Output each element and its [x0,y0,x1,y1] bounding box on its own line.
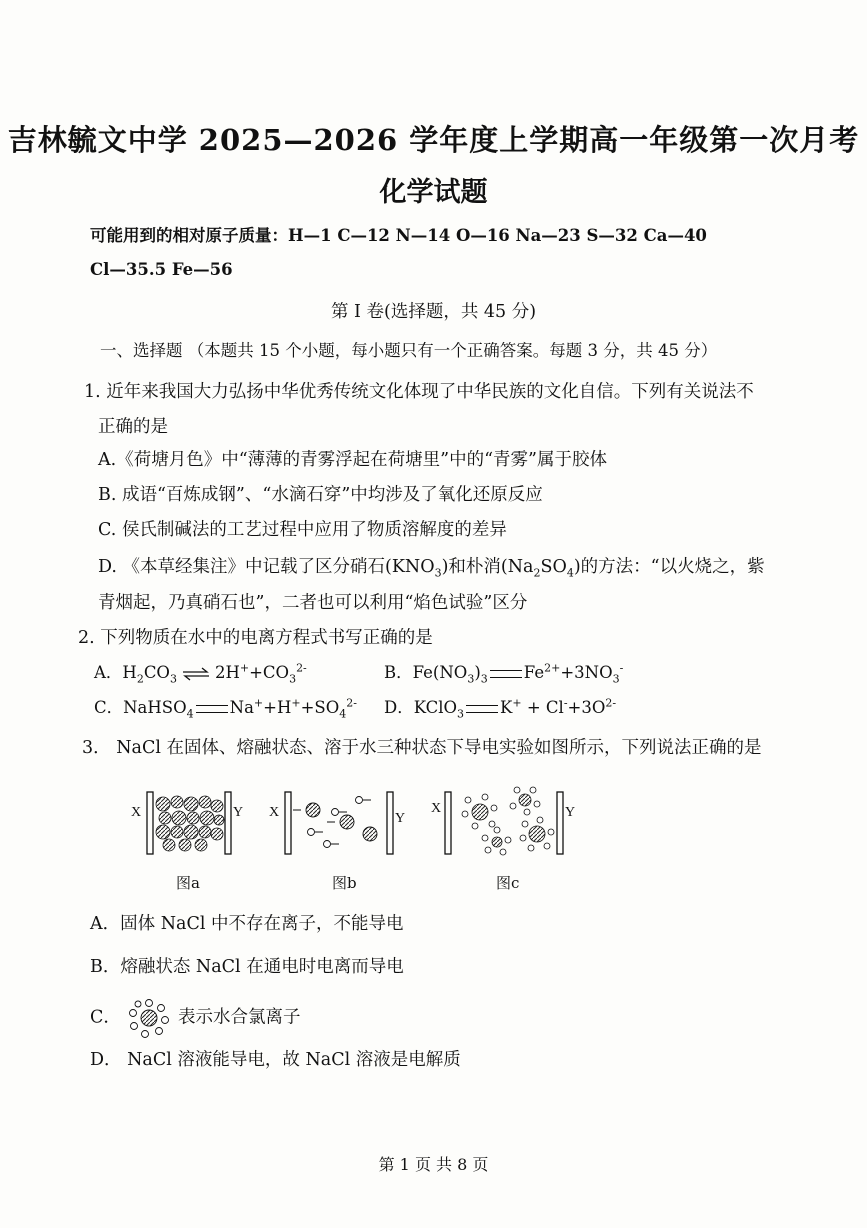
q1-option-a: A.《荷塘月色》中“薄薄的青雾浮起在荷塘里”中的“青雾”属于胶体 [98,450,607,470]
q3-stem: 3． NaCl 在固体、熔融状态、溶于水三种状态下导电实验如图所示，下列说法正确的是 [82,738,762,758]
fig-b-caption: 图b [332,874,357,892]
q1-option-b: B. 成语“百炼成钢”、“水滴石穿”中均涉及了氧化还原反应 [98,485,543,505]
fig-a-caption: 图a [176,874,200,892]
fig-a-y-label: Y [233,805,244,820]
atomic-masses-line2: Cl—35.5 Fe—56 [90,260,233,279]
fig-c-x-label: X [431,801,442,816]
exam-subtitle: 化学试题 [379,177,488,208]
figure-a-solid [147,792,231,854]
conductivity-figures [125,782,605,882]
fig-c-y-label: Y [565,805,576,820]
reversible-arrow-icon [181,667,211,681]
q2-stem: 2. 下列物质在水中的电离方程式书写正确的是 [78,628,433,648]
q2-option-b: B．$Fe(NO_3)_3$ $Fe^{2+}+3NO_3^-$ [384,661,624,686]
q1-option-d-line2: 青烟起，乃真硝石也”，二者也可以利用“焰色试验”区分 [98,593,528,613]
figure-b-molten [285,792,393,854]
figure-c-solution [445,787,563,855]
atomic-masses-line1: 可能用到的相对原子质量：H—1 C—12 N—14 O—16 Na—23 S—32 Ca—40 [90,226,707,245]
q2-option-d: D．KClO$_3$ $K^+ + Cl^-+3O^{2-}$ [384,696,617,721]
section-instructions: 一、选择题 （本题共 15 个小题，每小题只有一个正确答案。每题 3 分，共 45 分） [100,341,718,360]
fig-b-y-label: Y [395,811,406,826]
q1-option-d-line1: D. 《本草经集注》中记载了区分硝石$(KNO_3)$和朴消$(Na_2SO_4)$的方法：“以火烧之，紫 [98,557,765,580]
fig-b-x-label: X [269,805,280,820]
hydrated-ion-icon [126,998,172,1038]
section-title: 第 I 卷(选择题，共 45 分) [330,302,537,322]
q2-option-c: C．NaHSO$_4$ $Na^++H^++SO_4^{2-}$ [94,696,357,721]
q1-stem-line2: 正确的是 [98,417,168,437]
q3-option-a: A．固体 NaCl 中不存在离子，不能导电 [90,914,404,934]
q3-option-b: B．熔融状态 NaCl 在通电时电离而导电 [90,957,404,977]
q1-option-c: C. 侯氏制碱法的工艺过程中应用了物质溶解度的差异 [98,520,507,540]
q3-option-c: C． 表示水合氯离子 [90,998,301,1038]
q1-stem-line1: 1. 近年来我国大力弘扬中华优秀传统文化体现了中华民族的文化自信。下列有关说法不 [84,382,754,402]
page-footer: 第 1 页 共 8 页 [378,1155,489,1174]
fig-c-caption: 图c [496,874,520,892]
q3-option-d: D． NaCl 溶液能导电，故 NaCl 溶液是电解质 [90,1050,461,1070]
fig-a-x-label: X [131,805,142,820]
exam-title: 吉林毓文中学 2025—2026 学年度上学期高一年级第一次月考 [7,123,860,157]
q2-option-a: A．$H_2CO_3$ $2H^++CO_3^{2-}$ [94,661,307,686]
